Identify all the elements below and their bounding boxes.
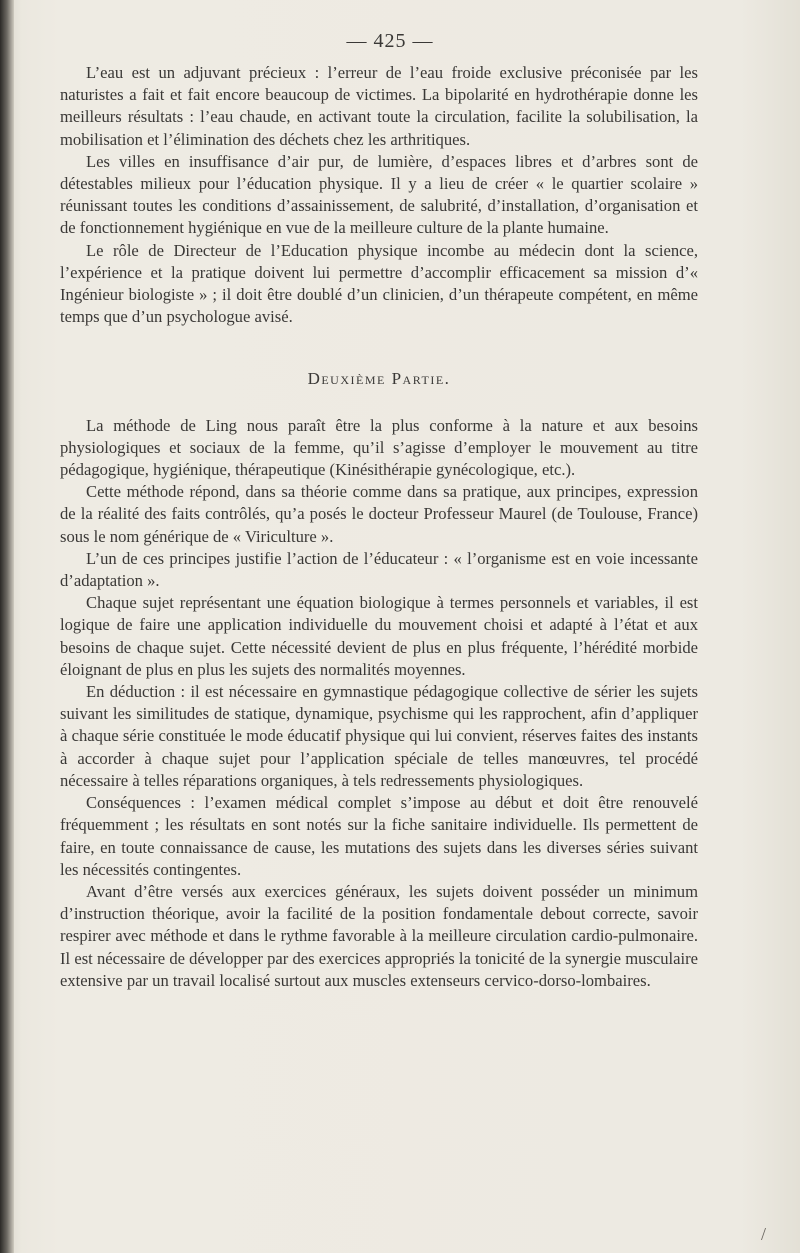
paragraph-deduction: En déduction : il est nécessaire en gymnastique pédagogique collective de sérier les sujets suivant les similitudes de statique, dynamique, psychisme qui les rapprochent, afin d’appliquer à chaque série constituée le mode éducatif physique qui lui convient, réserves faites des instants à accorder à chaque sujet pour l’application spéciale de telles manœuvres, tel procédé nécessaire à telles réparations organiques, à tels redressements physiologiques. — [60, 682, 698, 790]
page-number: — 425 — — [346, 30, 434, 52]
paragraph-directeur: Le rôle de Directeur de l’Education physique incombe au médecin dont la science, l’expérience et la pratique doivent lui permettre d’accomplir efficacement sa mission d’« Ingénieur biologiste » ; il doit être doublé d’un clinicien, d’un thérapeute compétent, en même temps que d’un psychologue avisé. — [60, 240, 698, 327]
paragraph-avant: Avant d’être versés aux exercices généraux, les sujets doivent posséder un minimum d’instruction théorique, avoir la facilité de la position fondamentale debout correcte, savoir respirer avec méthode et dans le rythme favorable à la meilleure circulation cardio-pulmonaire. Il est nécessaire de développer par des exercices appropriés la tonicité de la synergie musculaire extensive par un travail localisé surtout aux muscles extenseurs cervico-dorso-lombaires. — [60, 881, 698, 990]
paragraph-eau: L’eau est un adjuvant précieux : l’erreur de l’eau froide exclusive préconisée par les naturistes a fait et fait encore beaucoup de victimes. La bipolarité en hydrothérapie donne les meilleurs résultats : l’eau chaude, en activant toute la circulation, facilite la solubilisation, la mobilisation et l’élimination des déchets chez les arthritiques. — [60, 63, 698, 149]
paragraph-consequences: Conséquences : l’examen médical complet s’impose au début et doit être renouvelé fréquemment ; les résultats en sont notés sur la fiche sanitaire individuelle. Ils permettent de faire, en toute connaissance de cause, les mutations des sujets dans les diverses séries suivant les nécessités contingentes. — [60, 793, 698, 879]
section-heading: Deuxième Partie. — [307, 369, 451, 389]
binding-edge — [0, 0, 14, 1253]
paragraph-cette-methode: Cette méthode répond, dans sa théorie comme dans sa pratique, aux principes, expression de la réalité des faits contrôlés, qu’a posés le docteur Professeur Maurel (de Toulouse, France) sous le nom générique de « Viriculture ». — [60, 482, 698, 546]
margin-mark: / — [760, 1224, 766, 1244]
paragraph-methode-ling: La méthode de Ling nous paraît être la plus conforme à la nature et aux besoins physiologiques et sociaux de la femme, qu’il s’agisse d’employer le mouvement au titre pédagogique, hygiénique, thérapeutique (Kinésithérapie gynécologique, etc.). — [60, 415, 698, 480]
paragraph-equation: Chaque sujet représentant une équation biologique à termes personnels et variables, il est logique de faire une application individuelle du mouvement choisi et adapté à l’état et aux besoins de chaque sujet. Cette nécessité devient de plus en plus fréquente, l’hérédité morbide éloignant de plus en plus les sujets des normalités moyennes. — [60, 593, 698, 679]
paragraph-principes: L’un de ces principes justifie l’action de l’éducateur : « l’organisme est en voie incessante d’adaptation ». — [60, 548, 698, 591]
page-body — [60, 62, 698, 992]
paragraph-villes: Les villes en insuffisance d’air pur, de lumière, d’espaces libres et d’arbres sont de détestables milieux pour l’éducation physique. Il y a lieu de créer « le quartier scolaire » réunissant toutes les conditions d’assainissement, de salubrité, d’installation, d’organisation et de fonctionnement hygiénique en vue de la meilleure culture de la plante humaine. — [60, 151, 698, 238]
